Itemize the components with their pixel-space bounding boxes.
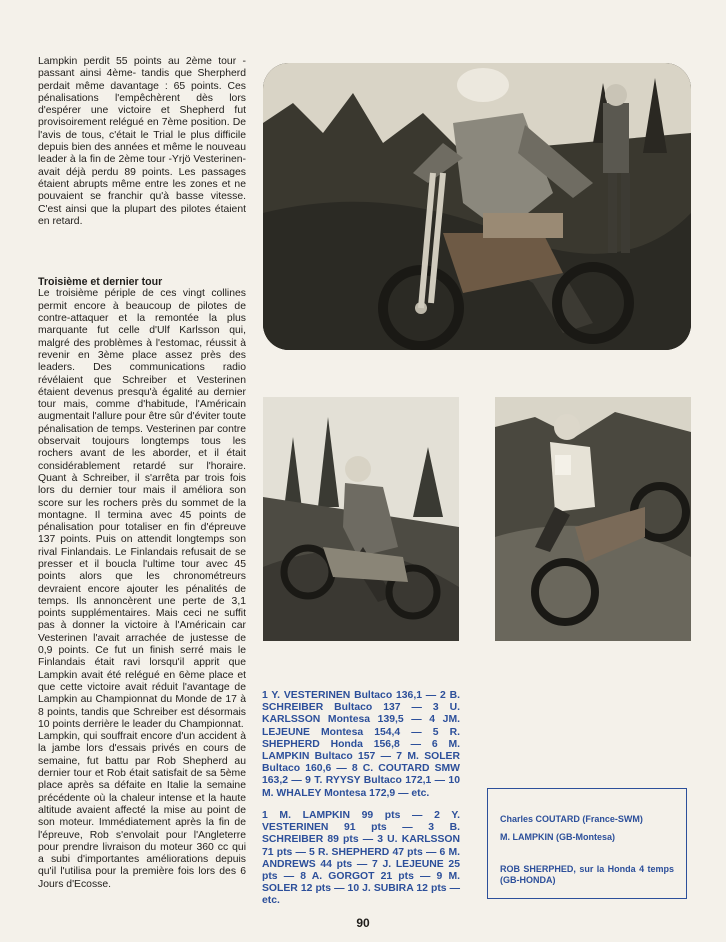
trial-rider-image <box>263 397 459 641</box>
article-paragraph-1: Lampkin perdit 55 points au 2ème tour -passant ainsi 4ème- tandis que Sherpherd perdait même davantage : 65 points. Ces pénalisations l'empêchèrent dès lors d'espérer une victoire et Shepherd fut provisoirement relégué en 7ème position. De l'avis de tous, c'était le Trial le plus difficile depuis bien des années et même le nouveau leader à la fin de 2ème tour -Yrjö Vesterinen- avait déjà perdu 89 points. Les passages étaient abrupts même entre les zones et ne pouvaient se franchir qu'à basse vitesse. C'est ainsi que la plupart des pilotes étaient en retard. <box>38 56 246 227</box>
championship-standings: 1 M. LAMPKIN 99 pts — 2 Y. VESTERINEN 91 pts — 3 B. SCHREIBER 89 pts — 3 U. KARLSSON 71 pts — 5 R. SHEPHERD 47 pts — 6 M. ANDREWS 44 pts — 7 J. LEJEUNE 25 pts — 8 A. GORGOT 21 pts — 9 M. SOLER 12 pts — 10 J. SUBIRA 12 pts — etc. <box>262 810 460 907</box>
caption-lampkin: M. LAMPKIN (GB-Montesa) <box>500 832 615 842</box>
article-paragraph-2: Le troisième périple de ces vingt collines permit encore à beaucoup de pilotes de contre-attaquer et la remontée la plus marquante fut celle d'Ulf Karlsson qui, malgré des problèmes à l'estomac, réussit à revenir en 3ème place assez près des leaders. Des communications radio révélaient que Schreiber et Vesterinen étaient devenus presqu'à égalité au dernier tour mais, comme d'habitude, l'Américain augmentait l'allure pour être sûr d'éviter toute pénalisation de temps. Vesterinen par contre observait toujours longtemps tous les rochers avant de les aborder, et il était considérablement retardé sur l'horaire. Quant à Schreiber, il s'arrêta par trois fois lors du dernier tour mais il améliora son score sur les rochers près du sommet de la montagne. Il termina avec 45 points de pénalisation pour totaliser en fin d'épreuve 137 points. Puis on attendit longtemps son rival Finlandais. Le Finlandais refusait de se presser et il boucla l'ultime tour avec 45 points alors que les chronométreurs devraient encore ajouter les pénalités de temps. Ils annoncèrent une perte de 3,1 points supplémentaires. Mais ceci ne suffit pas à donner la victoire à l'Américain car Vesterinen l'avait arrachée de justesse de 0,9 points. Ce fut un finish serré mais le Finlandais était ravi lorsqu'il apprit que Lampkin avait été relégué en 6ème place et que cette victoire avait réduit l'avantage de Lampkin au Championnat du Monde de 17 à 8 points, tandis que Schreiber est désormais 10 points derrière le leader du Championnat. <box>38 288 246 730</box>
photo-captions-box <box>487 788 687 899</box>
caption-coutard: Charles COUTARD (France-SWM) <box>500 814 643 824</box>
article-paragraph-3: Lampkin, qui souffrait encore d'un accident à la jambe lors d'essais privés en cours de semaine, fut battu par Rob Shepherd au dernier tour et Rob était satisfait de sa 5ème place après sa défaite en Italie la semaine précédente où la chaleur intense et la haute altitude avaient affecté la mise au point de son moteur. Immédiatement après la fin de l'épreuve, Rob s'envolait pour l'Angleterre pour prendre livraison du moteur 360 cc qui a subi d'importantes améliorations depuis qu'il l'utilisa pour la première fois lors des 6 Jours d'Ecosse. <box>38 731 246 890</box>
photo-rider-shepherd <box>495 397 691 641</box>
photo-rider-coutard <box>263 63 691 350</box>
trial-rider-image <box>495 397 691 641</box>
photo-rider-lampkin <box>263 397 459 641</box>
section-heading: Troisième et dernier tour <box>38 276 163 289</box>
article-text-column <box>38 56 246 891</box>
page-number: 90 <box>356 916 370 930</box>
trial-rider-image <box>263 63 691 350</box>
final-results: 1 Y. VESTERINEN Bultaco 136,1 — 2 B. SCHREIBER Bultaco 137 — 3 U. KARLSSON Montesa 139,5 — 4 JM. LEJEUNE Montesa 154,4 — 5 R. SHEPHERD Honda 156,8 — 6 M. LAMPKIN Bultaco 157 — 7 M. SOLER Bultaco 160,6 — 8 C. COUTARD SMW 163,2 — 9 T. RYYSY Bultaco 172,1 — 10 M. WHALEY Montesa 172,9 — etc. <box>262 690 460 799</box>
caption-shepherd: ROB SHERPHED, sur la Honda 4 temps (GB-HONDA) <box>500 864 674 885</box>
